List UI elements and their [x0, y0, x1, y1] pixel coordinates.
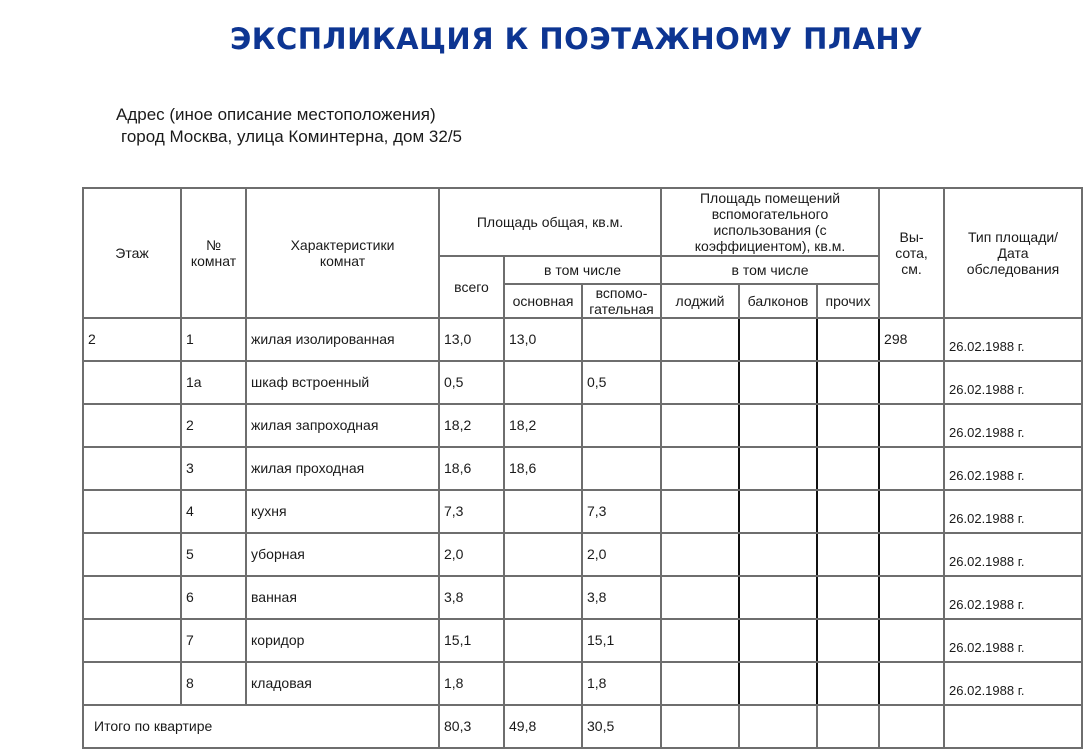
area-main-cell: 18,2	[504, 404, 582, 447]
floor-cell	[83, 576, 181, 619]
room-no-cell: 2	[181, 404, 246, 447]
area-main-cell	[504, 619, 582, 662]
area-main-cell	[504, 576, 582, 619]
table-row	[83, 361, 1082, 404]
room-name-cell: ванная	[246, 576, 439, 619]
room-name-cell: кухня	[246, 490, 439, 533]
total-row	[83, 705, 1082, 748]
area-total-cell: 7,3	[439, 490, 504, 533]
height-cell	[879, 447, 944, 490]
room-name-cell: шкаф встроенный	[246, 361, 439, 404]
other-cell	[817, 662, 879, 705]
area-main-cell	[504, 662, 582, 705]
room-no-cell: 7	[181, 619, 246, 662]
room-no-cell: 8	[181, 662, 246, 705]
area-main-cell: 18,6	[504, 447, 582, 490]
address-value: город Москва, улица Коминтерна, дом 32/5	[121, 127, 462, 146]
total-label: Итого по квартире	[83, 705, 439, 748]
header-area-main: основная	[504, 284, 582, 318]
balcony-cell	[739, 490, 817, 533]
loggia-cell	[661, 576, 739, 619]
header-other: прочих	[817, 284, 879, 318]
height-cell	[879, 576, 944, 619]
room-name-cell: уборная	[246, 533, 439, 576]
area-total-cell: 3,8	[439, 576, 504, 619]
header-area-all: всего	[439, 256, 504, 318]
balcony-cell	[739, 533, 817, 576]
room-name-cell: жилая проходная	[246, 447, 439, 490]
loggia-cell	[661, 404, 739, 447]
room-no-cell: 1	[181, 318, 246, 361]
balcony-cell	[739, 619, 817, 662]
date-cell: 26.02.1988 г.	[944, 490, 1082, 533]
area-aux-cell: 3,8	[582, 576, 661, 619]
room-no-cell: 6	[181, 576, 246, 619]
other-cell	[817, 318, 879, 361]
area-aux-cell: 15,1	[582, 619, 661, 662]
height-cell	[879, 404, 944, 447]
balcony-cell	[739, 404, 817, 447]
area-main-cell	[504, 361, 582, 404]
date-cell: 26.02.1988 г.	[944, 619, 1082, 662]
floor-cell	[83, 361, 181, 404]
room-no-cell: 5	[181, 533, 246, 576]
room-name-cell: кладовая	[246, 662, 439, 705]
room-no-cell: 4	[181, 490, 246, 533]
height-cell	[879, 361, 944, 404]
total-date	[944, 705, 1082, 748]
header-room-characteristics: Характеристики комнат	[246, 188, 439, 318]
room-name-cell: коридор	[246, 619, 439, 662]
area-main-cell	[504, 533, 582, 576]
area-total-cell: 2,0	[439, 533, 504, 576]
total-balcony	[739, 705, 817, 748]
other-cell	[817, 447, 879, 490]
table-row	[83, 490, 1082, 533]
balcony-cell	[739, 576, 817, 619]
other-cell	[817, 361, 879, 404]
area-total-cell: 15,1	[439, 619, 504, 662]
balcony-cell	[739, 318, 817, 361]
area-total-cell: 1,8	[439, 662, 504, 705]
area-aux-cell: 7,3	[582, 490, 661, 533]
height-cell	[879, 533, 944, 576]
header-area-total: Площадь общая, кв.м.	[439, 188, 661, 256]
total-area-main: 49,8	[504, 705, 582, 748]
header-area-including: в том числе	[504, 256, 661, 284]
height-cell	[879, 490, 944, 533]
total-area-aux: 30,5	[582, 705, 661, 748]
floor-cell	[83, 447, 181, 490]
other-cell	[817, 490, 879, 533]
header-area-aux: вспомо-гательная	[582, 284, 661, 318]
room-no-cell: 1а	[181, 361, 246, 404]
address-block	[116, 104, 462, 148]
date-cell: 26.02.1988 г.	[944, 318, 1082, 361]
height-cell	[879, 619, 944, 662]
table-row	[83, 576, 1082, 619]
area-aux-cell: 2,0	[582, 533, 661, 576]
loggia-cell	[661, 619, 739, 662]
floor-cell	[83, 619, 181, 662]
total-loggia	[661, 705, 739, 748]
date-cell: 26.02.1988 г.	[944, 404, 1082, 447]
table-row	[83, 662, 1082, 705]
header-loggias: лоджий	[661, 284, 739, 318]
date-cell: 26.02.1988 г.	[944, 361, 1082, 404]
header-aux-including: в том числе	[661, 256, 879, 284]
loggia-cell	[661, 662, 739, 705]
header-balconies: балконов	[739, 284, 817, 318]
header-aux-use-area: Площадь помещений вспомогательного использования (с коэффициентом), кв.м.	[661, 188, 879, 256]
area-total-cell: 18,2	[439, 404, 504, 447]
loggia-cell	[661, 533, 739, 576]
area-aux-cell: 1,8	[582, 662, 661, 705]
other-cell	[817, 619, 879, 662]
height-cell	[879, 662, 944, 705]
table-row	[83, 318, 1082, 361]
table-row	[83, 619, 1082, 662]
balcony-cell	[739, 447, 817, 490]
table-row	[83, 404, 1082, 447]
date-cell: 26.02.1988 г.	[944, 576, 1082, 619]
header-height: Вы-сота, см.	[879, 188, 944, 318]
header-room-no: № комнат	[181, 188, 246, 318]
room-name-cell: жилая запроходная	[246, 404, 439, 447]
loggia-cell	[661, 490, 739, 533]
floor-cell: 2	[83, 318, 181, 361]
floor-cell	[83, 662, 181, 705]
other-cell	[817, 533, 879, 576]
floor-cell	[83, 404, 181, 447]
room-no-cell: 3	[181, 447, 246, 490]
area-aux-cell: 0,5	[582, 361, 661, 404]
table-body	[83, 318, 1082, 748]
area-total-cell: 0,5	[439, 361, 504, 404]
total-other	[817, 705, 879, 748]
date-cell: 26.02.1988 г.	[944, 662, 1082, 705]
loggia-cell	[661, 447, 739, 490]
floor-cell	[83, 533, 181, 576]
balcony-cell	[739, 361, 817, 404]
table-row	[83, 447, 1082, 490]
balcony-cell	[739, 662, 817, 705]
area-main-cell: 13,0	[504, 318, 582, 361]
header-type-date: Тип площади/ Дата обследования	[944, 188, 1082, 318]
date-cell: 26.02.1988 г.	[944, 533, 1082, 576]
area-total-cell: 13,0	[439, 318, 504, 361]
explication-table	[82, 187, 1083, 749]
area-total-cell: 18,6	[439, 447, 504, 490]
table-row	[83, 533, 1082, 576]
address-label: Адрес (иное описание местоположения)	[116, 105, 436, 124]
other-cell	[817, 404, 879, 447]
area-aux-cell	[582, 404, 661, 447]
total-area-all: 80,3	[439, 705, 504, 748]
date-cell: 26.02.1988 г.	[944, 447, 1082, 490]
header-floor: Этаж	[83, 188, 181, 318]
area-aux-cell	[582, 447, 661, 490]
height-cell: 298	[879, 318, 944, 361]
other-cell	[817, 576, 879, 619]
floor-cell	[83, 490, 181, 533]
document-title: ЭКСПЛИКАЦИЯ К ПОЭТАЖНОМУ ПЛАНУ	[229, 22, 924, 56]
loggia-cell	[661, 361, 739, 404]
room-name-cell: жилая изолированная	[246, 318, 439, 361]
loggia-cell	[661, 318, 739, 361]
area-aux-cell	[582, 318, 661, 361]
area-main-cell	[504, 490, 582, 533]
total-height	[879, 705, 944, 748]
